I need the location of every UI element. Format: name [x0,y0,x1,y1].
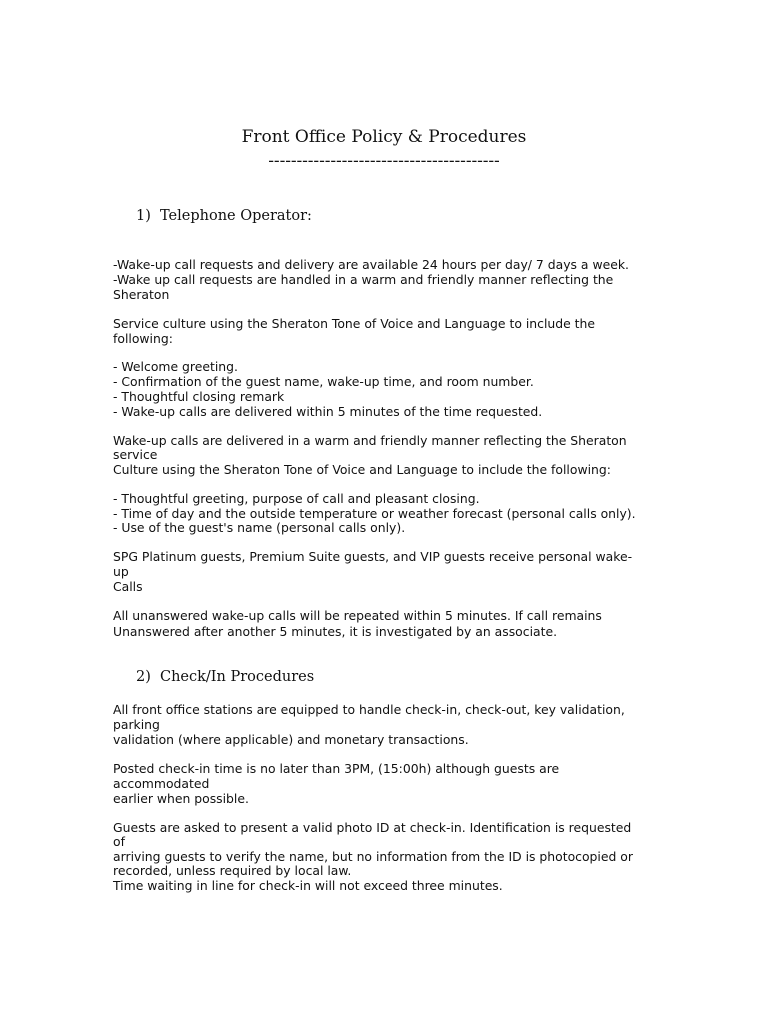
paragraph-line: Calls [113,579,143,594]
paragraph-line: of [113,834,125,849]
list-item: - Welcome greeting. [113,359,238,374]
paragraph-line: SPG Platinum guests, Premium Suite guests, and VIP guests receive personal wake- [113,549,633,564]
paragraph-line: -Wake-up call requests and delivery are available 24 hours per day/ 7 days a week. [113,257,629,272]
list-item: - Time of day and the outside temperature or weather forecast (personal calls only). [113,506,636,521]
paragraph-line: parking [113,717,160,732]
section-number: 2) [136,669,151,685]
paragraph-line: Guests are asked to present a valid photo ID at check-in. Identification is requested [113,820,632,835]
section-number: 1) [136,208,151,224]
list-item: - Use of the guest's name (personal calls only). [113,520,406,535]
paragraph-line: Sheraton [113,287,170,302]
paragraph-line: Unanswered after another 5 minutes, it is investigated by an associate. [113,624,558,639]
paragraph-line: Service culture using the Sheraton Tone of Voice and Language to include the [113,316,596,331]
list-item: - Wake-up calls are delivered within 5 minutes of the time requested. [113,404,543,419]
paragraph-line: up [113,564,129,579]
paragraph-line: validation (where applicable) and monetary transactions. [113,732,469,747]
paragraph-line: arriving guests to verify the name, but no information from the ID is photocopied or [113,849,633,864]
paragraph-line: following: [113,331,173,346]
paragraph-line: Culture using the Sheraton Tone of Voice and Language to include the following: [113,462,611,477]
paragraph-line: service [113,447,158,462]
title-underline: ----------------------------------------- [268,151,500,171]
document-title: Front Office Policy & Procedures [241,127,527,147]
paragraph-line: Wake-up calls are delivered in a warm and friendly manner reflecting the Sheraton [113,433,627,448]
paragraph-line: Time waiting in line for check-in will not exceed three minutes. [113,878,503,893]
paragraph-line: recorded, unless required by local law. [113,863,352,878]
list-item: - Confirmation of the guest name, wake-up time, and room number. [113,374,534,389]
section-heading-telephone-operator [136,207,312,225]
paragraph-line: earlier when possible. [113,791,249,806]
paragraph-line: All front office stations are equipped to handle check-in, check-out, key validation, [113,702,625,717]
section-title: Telephone Operator: [160,208,312,224]
paragraph-line: All unanswered wake-up calls will be repeated within 5 minutes. If call remains [113,608,602,623]
section-title: Check/In Procedures [160,669,315,685]
paragraph-line: -Wake up call requests are handled in a warm and friendly manner reflecting the [113,272,614,287]
paragraph-line: accommodated [113,776,210,791]
paragraph-line: Posted check-in time is no later than 3PM, (15:00h) although guests are [113,761,560,776]
list-item: - Thoughtful closing remark [113,389,285,404]
section-heading-check-in-procedures [136,668,314,686]
list-item: - Thoughtful greeting, purpose of call and pleasant closing. [113,491,480,506]
